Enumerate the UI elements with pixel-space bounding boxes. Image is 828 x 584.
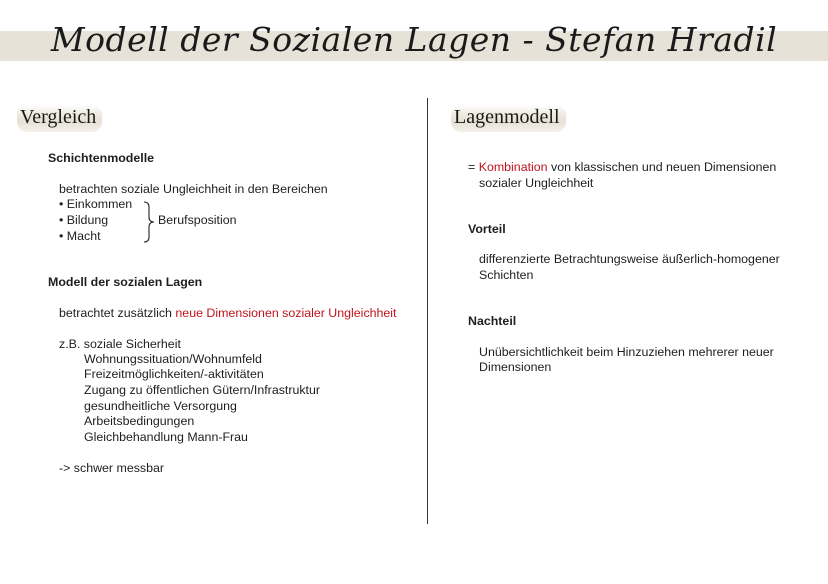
zb-label: z.B. soziale Sicherheit [59, 337, 181, 351]
bullet-bildung: • Bildung [59, 213, 109, 227]
vorteil-line-1: differenzierte Betrachtungsweise äußerlich-homogener [479, 252, 780, 266]
vorteil-title: Vorteil [468, 222, 506, 236]
definition-line-1 [468, 160, 776, 176]
bullet-einkommen: • Einkommen [59, 197, 133, 211]
zb-item: Arbeitsbedingungen [84, 414, 195, 428]
lagen-title: Modell der sozialen Lagen [48, 275, 203, 289]
heading-lagenmodell: Lagenmodell [451, 105, 566, 132]
zb-item: Gleichbehandlung Mann-Frau [84, 430, 248, 444]
bullet-macht: • Macht [59, 229, 101, 243]
page-title: Modell der Sozialen Lagen - Stefan Hradil [50, 20, 778, 59]
schichtenmodelle-title: Schichtenmodelle [48, 151, 155, 165]
nachteil-line-2: Dimensionen [479, 360, 552, 374]
vorteil-line-2: Schichten [479, 268, 534, 282]
lagen-text [59, 306, 397, 322]
lagen-text-highlight: neue Dimensionen sozialer Ungleichheit [175, 306, 397, 320]
zb-item: Zugang zu öffentlichen Gütern/Infrastruktur [84, 383, 321, 397]
zb-item: Freizeitmöglichkeiten/-aktivitäten [84, 367, 264, 381]
berufsposition-label: Berufsposition [158, 213, 237, 227]
definition-highlight: Kombination [478, 160, 548, 174]
column-divider [427, 98, 428, 524]
curly-brace-icon [143, 201, 157, 243]
lagen-text-plain: betrachtet zusätzlich [59, 306, 176, 320]
definition-rest: von klassischen und neuen Dimensionen [547, 160, 777, 174]
heading-vergleich: Vergleich [17, 105, 102, 132]
definition-prefix: = [468, 160, 479, 174]
conclusion-text: -> schwer messbar [59, 461, 165, 475]
zb-item: Wohnungssituation/Wohnumfeld [84, 352, 262, 366]
nachteil-title: Nachteil [468, 314, 517, 328]
nachteil-line-1: Unübersichtlichkeit beim Hinzuziehen mehrerer neuer [479, 345, 774, 359]
definition-line-2: sozialer Ungleichheit [479, 176, 594, 190]
zb-item: gesundheitliche Versorgung [84, 399, 237, 413]
schichtenmodelle-text: betrachten soziale Ungleichheit in den Bereichen [59, 182, 328, 196]
